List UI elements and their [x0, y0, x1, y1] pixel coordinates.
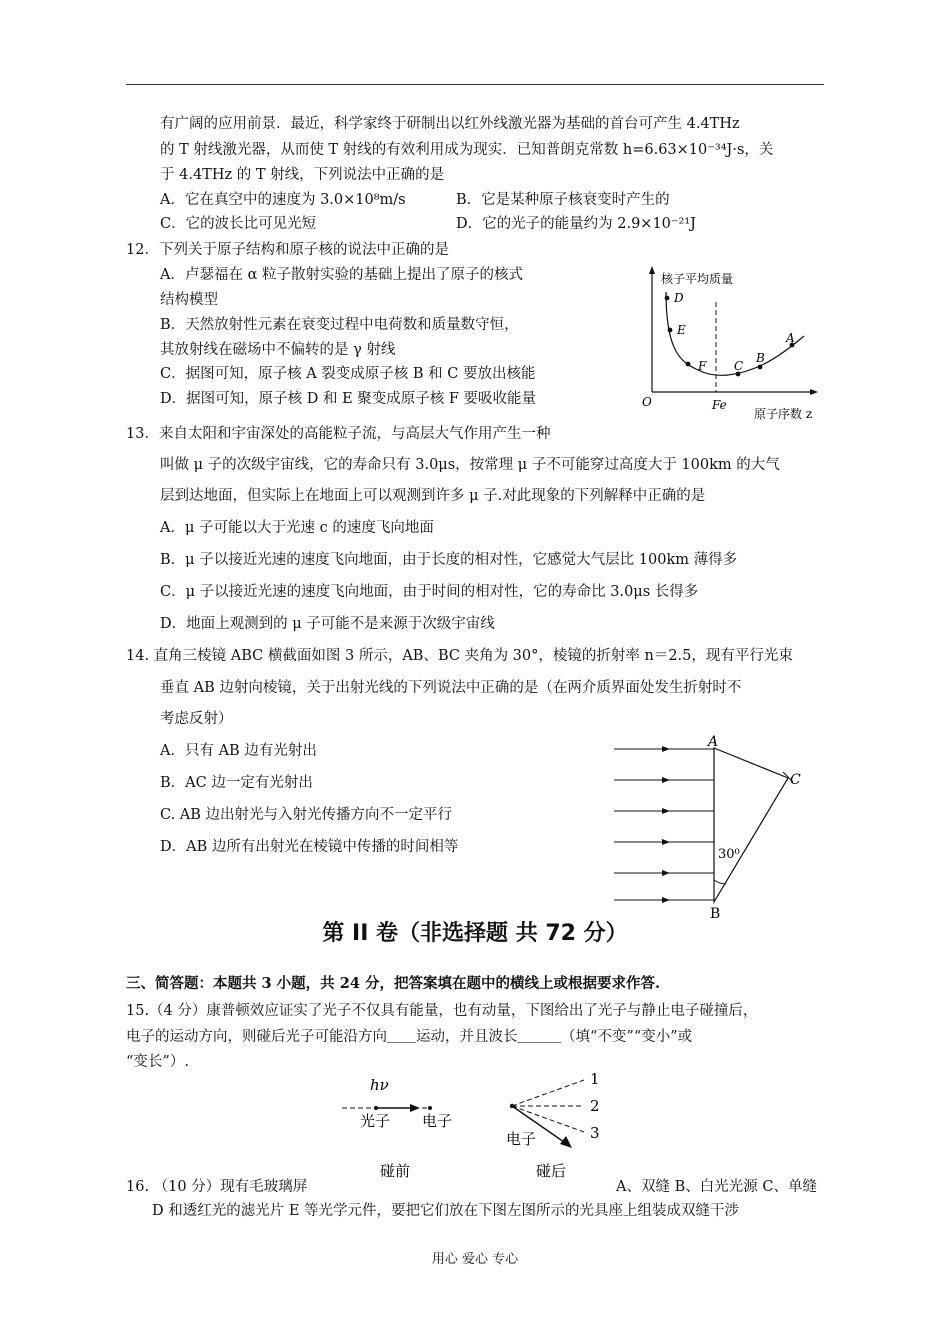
- direction-1-line: [512, 1080, 584, 1106]
- q12-option-a-line2: 结构模型: [160, 292, 218, 308]
- angle-arc: [714, 880, 726, 884]
- q14-option-a: A．只有 AB 边有光射出: [160, 743, 317, 759]
- q14-line-3: 考虑反射）: [160, 711, 233, 727]
- electron-direction-arrowhead: [560, 1136, 572, 1148]
- angle-label: 30⁰: [718, 847, 740, 862]
- electron-after-label: 电子: [506, 1130, 537, 1148]
- incident-rays: [614, 749, 714, 900]
- point-b-label: B: [756, 351, 765, 365]
- intro-line-3: 于 4.4THz 的 T 射线，下列说法中正确的是: [160, 167, 445, 183]
- point-a-label: A: [786, 331, 795, 345]
- direction-3-line: [512, 1106, 584, 1132]
- q14-option-c: C. AB 边出射光与入射光传播方向不一定平行: [160, 807, 453, 823]
- point-e-label: E: [677, 323, 686, 337]
- page-footer: 用心 爱心 专心: [431, 1252, 519, 1267]
- q13-option-c: C．μ 子以接近光速的速度飞向地面，由于时间的相对性，它的寿命比 3.0μs 长得多: [160, 584, 699, 600]
- q15-line-1: 15.（4 分）康普顿效应证实了光子不仅具有能量，也有动量，下图给出了光子与静止电子碰撞后，: [126, 1003, 758, 1019]
- q15-line-2: 电子的运动方向，则碰后光子可能沿方向＿＿运动，并且波长＿＿＿（填“不变”“变小”或: [126, 1029, 693, 1045]
- point-d-dot: [665, 296, 670, 301]
- prism-diagram: [610, 732, 820, 922]
- direction-1-label: 1: [590, 1070, 600, 1088]
- y-axis-arrow: [649, 266, 655, 274]
- q12-option-b-line2: 其放射线在磁场中不偏转的是 γ 射线: [160, 342, 396, 358]
- electron-dot: [428, 1106, 432, 1110]
- compton-diagram: [340, 1068, 620, 1183]
- photon-dot: [374, 1106, 378, 1110]
- q12-option-b-line1: B．天然放射性元素在衰变过程中电荷数和质量数守恒，: [160, 317, 519, 333]
- intro-option-d: D．它的光子的能量约为 2.9×10⁻²¹J: [456, 216, 696, 232]
- x-axis-label: 原子序数 z: [754, 407, 813, 421]
- q13-line-1: 13．来自太阳和宇宙深处的高能粒子流，与高层大气作用产生一种: [126, 426, 551, 442]
- point-d-label: D: [674, 291, 684, 305]
- photon-label: 光子: [360, 1112, 391, 1130]
- q12-stem: 12．下列关于原子结构和原子核的说法中正确的是: [126, 242, 449, 258]
- q13-option-d: D．地面上观测到的 μ 子可能不是来源于次级宇宙线: [160, 616, 495, 632]
- q12-option-d: D．据图可知，原子核 D 和 E 聚变成原子核 F 要吸收能量: [160, 391, 537, 407]
- q16-line-1a: 16. （10 分）现有毛玻璃屏: [126, 1179, 308, 1195]
- intro-line-1: 有广阔的应用前景．最近，科学家终于研制出以红外线激光器为基础的首台可产生 4.4THz: [160, 116, 740, 132]
- origin-label: O: [642, 395, 652, 409]
- electron-label: 电子: [422, 1112, 453, 1130]
- q13-option-b: B．μ 子以接近光速的速度飞向地面，由于长度的相对性，它感觉大气层比 100km 薄得多: [160, 552, 738, 568]
- photon-arrowhead: [410, 1104, 420, 1112]
- part2-title: 第 II 卷（非选择题 共 72 分）: [322, 921, 628, 946]
- point-e-dot: [668, 328, 673, 333]
- after-label: 碰后: [536, 1162, 567, 1180]
- section3-heading: 三、简答题：本题共 3 小题，共 24 分，把答案填在题中的横线上或根据要求作答.: [126, 975, 661, 992]
- x-axis-arrow: [810, 389, 818, 395]
- q14-option-d: D．AB 边所有出射光在棱镜中传播的时间相等: [160, 839, 459, 855]
- before-label: 碰前: [380, 1162, 411, 1180]
- hv-label: hν: [370, 1076, 389, 1094]
- q13-option-a: A．μ 子可能以大于光速 c 的速度飞向地面: [160, 520, 434, 536]
- q14-line-2: 垂直 AB 边射向棱镜，关于出射光线的下列说法中正确的是（在两介质界面处发生折射时不: [160, 680, 742, 696]
- prism-triangle: [714, 748, 788, 902]
- intro-line-2: 的 T 射线激光器，从而使 T 射线的有效利用成为现实．已知普朗克常数 h=6.63×10⁻³⁴J·s，关: [160, 142, 774, 158]
- q14-line-1: 14. 直角三棱镜 ABC 横截面如图 3 所示，AB、BC 夹角为 30°，棱镜的折射率 n＝2.5，现有平行光束: [126, 648, 793, 664]
- q15-line-3: “变长”）.: [126, 1054, 189, 1070]
- point-f-label: F: [698, 359, 707, 373]
- vertex-a-label: A: [708, 734, 719, 750]
- point-f-dot: [686, 362, 691, 367]
- q13-line-2: 叫做 μ 子的次级宇宙线，它的寿命只有 3.0μs，按常理 μ 子不可能穿过高度大于 100km 的大气: [160, 457, 780, 473]
- fe-label: Fe: [712, 398, 727, 412]
- q13-line-3: 层到达地面，但实际上在地面上可以观测到许多 μ 子.对此现象的下列解释中正确的是: [160, 488, 706, 504]
- intro-option-b: B．它是某种原子核衰变时产生的: [456, 192, 670, 208]
- binding-energy-graph: [636, 262, 836, 420]
- intro-option-c: C．它的波长比可见光短: [160, 216, 317, 232]
- point-b-dot: [758, 365, 763, 370]
- intro-option-a: A．它在真空中的速度为 3.0×10⁸m/s: [160, 192, 406, 208]
- q16-line-2: D 和透红光的滤光片 E 等光学元件，要把它们放在下图左图所示的光具座上组装成双缝干涉: [152, 1203, 740, 1219]
- ray-arrowheads: [662, 746, 670, 903]
- vertex-b-label: B: [710, 906, 721, 922]
- q12-option-c: C．据图可知，原子核 A 裂变成原子核 B 和 C 要放出核能: [160, 366, 536, 382]
- vertex-c-label: C: [790, 772, 801, 788]
- q16-line-1b: A、双缝 B、白光光源 C、单缝: [616, 1179, 817, 1195]
- direction-3-label: 3: [590, 1124, 600, 1142]
- q12-option-a-line1: A．卢瑟福在 α 粒子散射实验的基础上提出了原子的核式: [160, 267, 523, 283]
- collision-dot: [510, 1104, 514, 1108]
- header-rule: [126, 84, 824, 85]
- y-axis-label: 核子平均质量: [661, 272, 734, 286]
- point-c-label: C: [734, 359, 744, 373]
- q14-option-b: B．AC 边一定有光射出: [160, 775, 313, 791]
- direction-2-label: 2: [590, 1097, 600, 1115]
